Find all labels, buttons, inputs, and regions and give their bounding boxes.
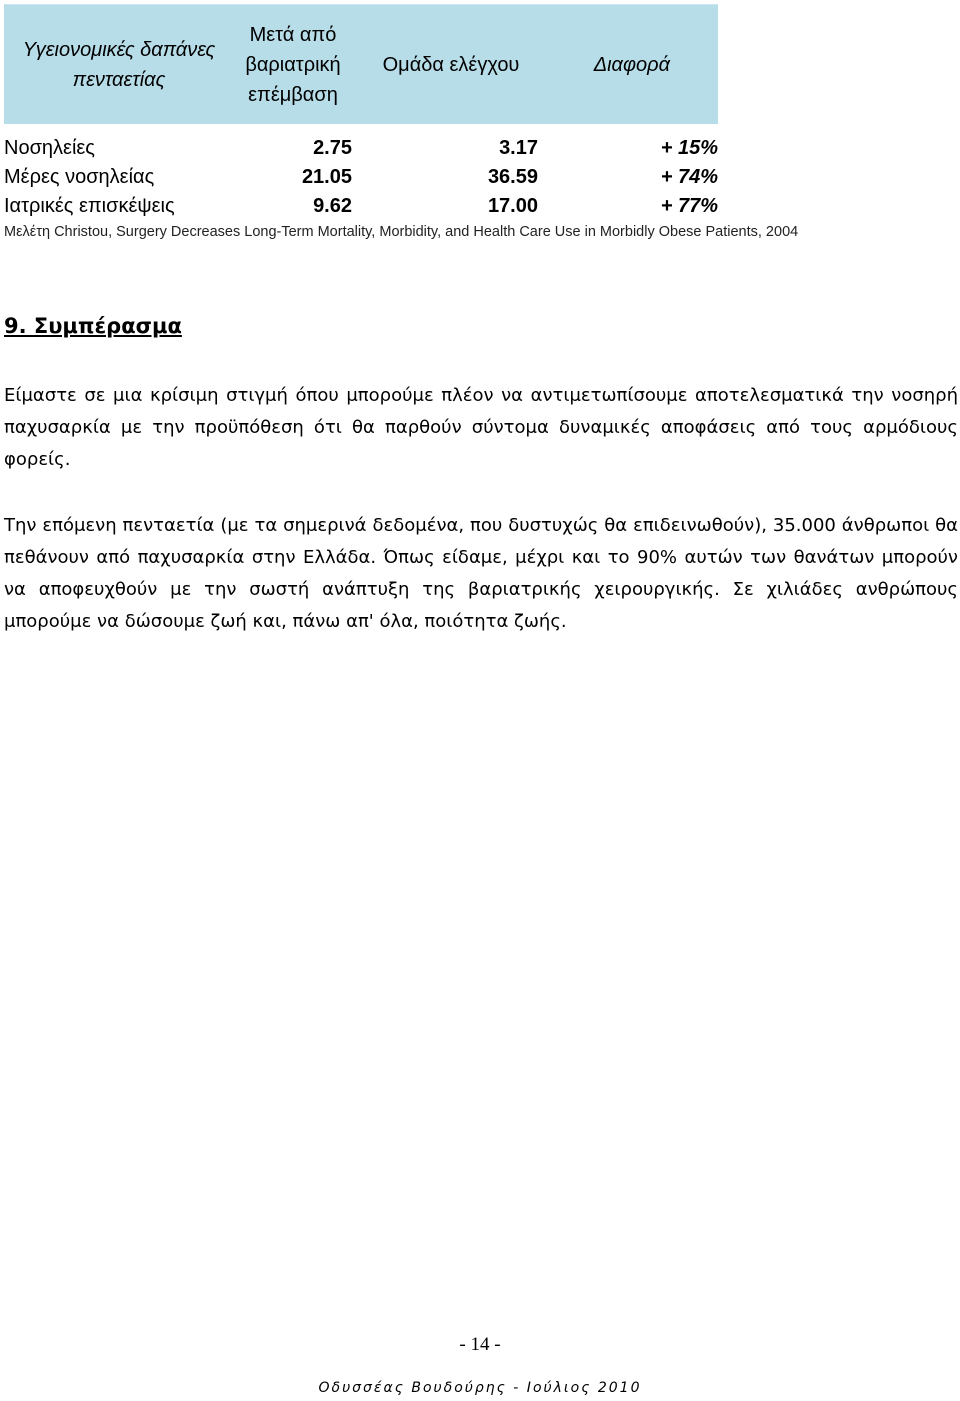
row-after-surgery: 21.05 [301,166,352,188]
page-footer: Οδυσσέας Βουδούρης - Ιούλιος 2010 [318,1380,642,1396]
table-header-row [4,4,718,124]
header-difference: Διαφορά [593,53,670,76]
header-control-group: Ομάδα ελέγχου [382,53,520,76]
table-body [4,134,718,221]
row-after-surgery: 9.62 [313,195,352,217]
table-row [4,192,718,221]
paragraph-1: Είμαστε σε μια κρίσιμη στιγμή όπου μπορούμε πλέον να αντιμετωπίσουμε αποτελεσματικά την νοσηρή παχυσαρκία με την προϋπόθεση ότι θα παρθούν σύντομα δυναμικές αποφάσεις από τους αρμόδιους φορείς. [4,385,958,470]
header-health-costs: Υγειονομικές δαπάνες πενταετίας [22,38,216,91]
row-difference: + 74% [660,166,718,188]
table-source-note: Μελέτη Christou, Surgery Decreases Long-Term Mortality, Morbidity, and Health Care Use in Morbidly Obese Patients, 2004 [4,224,799,240]
header-after-surgery: Μετά από βαριατρική επέμβαση [245,23,341,106]
section-heading: 9. Συμπέρασμα [4,314,182,338]
row-label: Νοσηλείες [4,137,95,159]
row-label: Μέρες νοσηλείας [4,166,155,188]
row-label: Ιατρικές επισκέψεις [4,195,175,217]
row-control: 3.17 [499,137,538,159]
row-difference: + 15% [660,137,718,159]
row-difference: + 77% [660,195,718,217]
row-after-surgery: 2.75 [313,137,352,159]
cost-table [4,4,718,221]
row-control: 17.00 [487,195,538,217]
table-row [4,163,718,192]
page-number: - 14 - [459,1334,501,1355]
row-control: 36.59 [487,166,538,188]
table-row [4,134,718,163]
paragraph-2: Την επόμενη πενταετία (με τα σημερινά δεδομένα, που δυστυχώς θα επιδεινωθούν), 35.000 άνθρωποι θα πεθάνουν από παχυσαρκία στην Ελλάδα. Όπως είδαμε, μέχρι και το 90% αυτών των θανάτων μπορούν να αποφευχθούν με την σωστή ανάπτυξη της βαριατρικής χειρουργικής. Σε χιλιάδες ανθρώπους μπορούμε να δώσουμε ζωή και, πάνω απ' όλα, ποιότητα ζωής. [4,515,958,632]
